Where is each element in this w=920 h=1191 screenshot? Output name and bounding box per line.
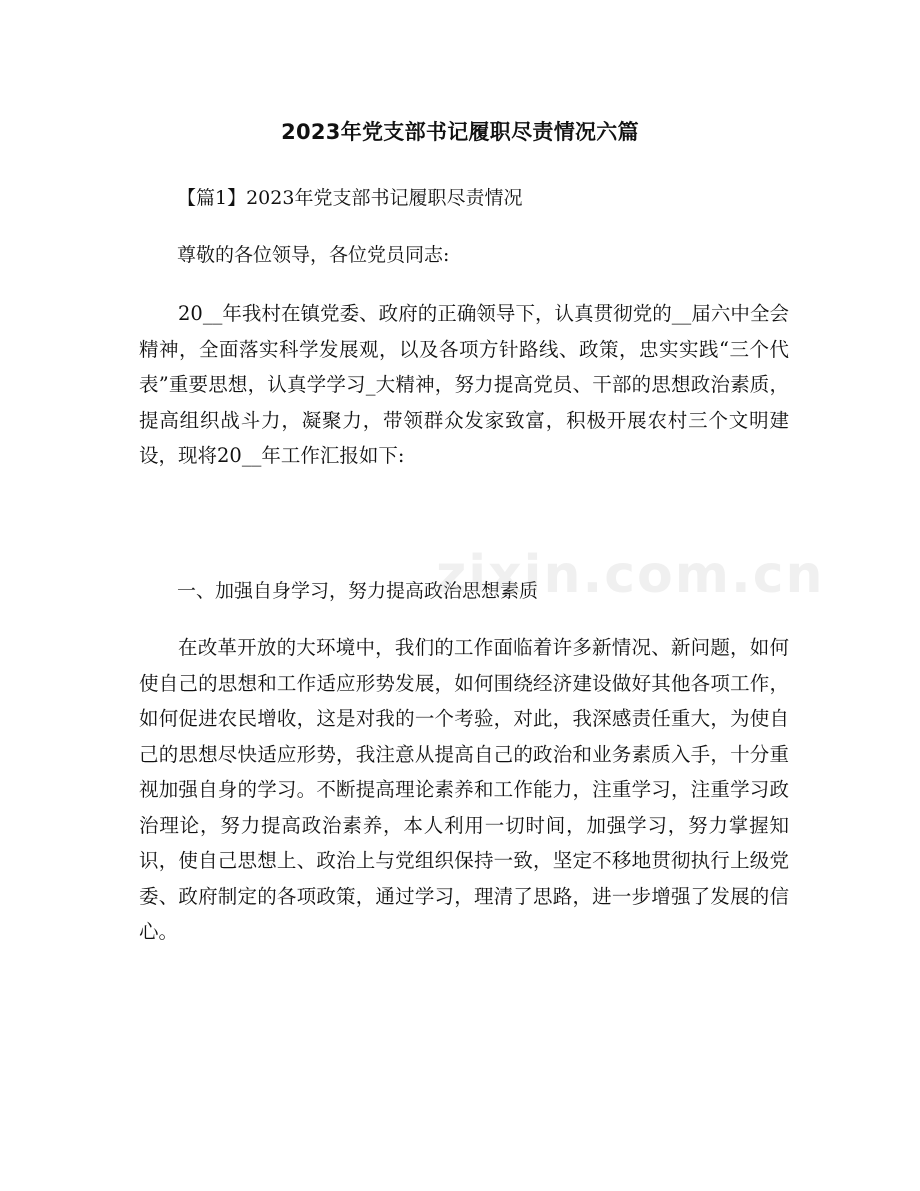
watermark: zixin.com.cn — [436, 545, 825, 605]
paragraph-study: 在改革开放的大环境中，我们的工作面临着许多新情况、新问题，如何使自己的思想和工作适应形势发展，如何围绕经济建设做好其他各项工作，如何促进农民增收，这是对我的一个考验，对此，我深感责任重大，为使自己的思想尽快适应形势，我注意从提高自己的政治和业务素质入手，十分重视加强自身的学习。不断提高理论素养和工作能力，注重学习，注重学习政治理论，努力提高政治素养，本人利用一切时间，加强学习，努力掌握知识，使自己思想上、政治上与党组织保持一致，坚定不移地贯彻执行上级党委、政府制定的各项政策，通过学习，理清了思路，进一步增强了发展的信心。 — [139, 636, 789, 943]
document-title: 2023年党支部书记履职尽责情况六篇 — [281, 120, 639, 144]
paragraph-intro: 20__年我村在镇党委、政府的正确领导下，认真贯彻党的__届六中全会精神，全面落实科学发展观，以及各项方针路线、政策，忠实实践“三个代表”重要思想，认真学学习_大精神，努力提高党员、干部的思想政治素质，提高组织战斗力，凝聚力，带领群众发家致富，积极开展农村三个文明建设，现将20__年工作汇报如下: — [139, 302, 789, 467]
section-heading: 【篇1】2023年党支部书记履职尽责情况 — [177, 187, 523, 209]
salutation: 尊敬的各位领导，各位党员同志: — [177, 244, 450, 266]
subheading-1: 一、加强自身学习，努力提高政治思想素质 — [177, 580, 539, 602]
